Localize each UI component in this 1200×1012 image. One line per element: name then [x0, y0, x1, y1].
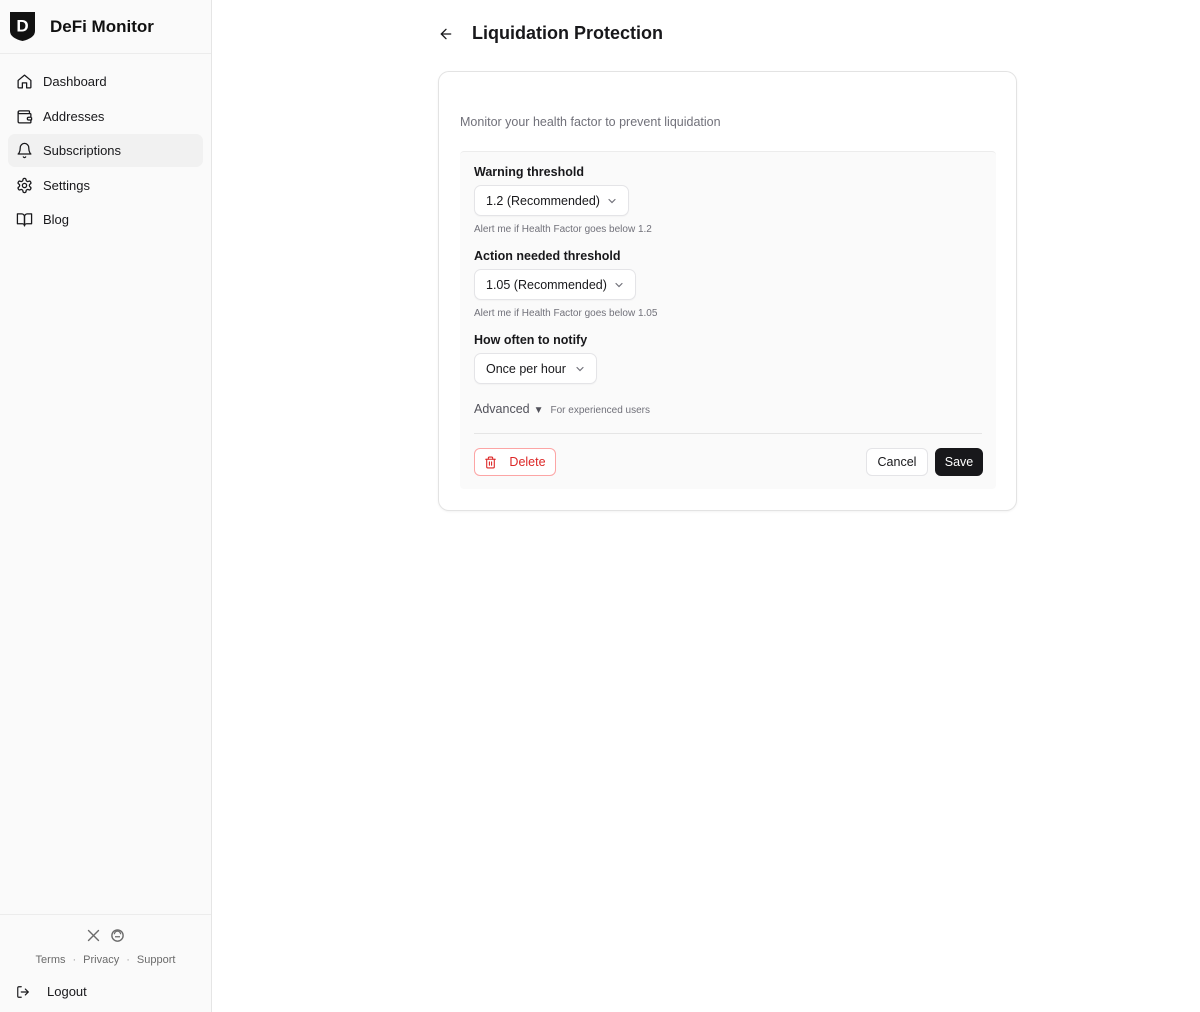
- page-title: Liquidation Protection: [472, 23, 663, 43]
- notify-frequency-label: How often to notify: [474, 333, 588, 347]
- sidebar-item-label: Blog: [43, 212, 70, 227]
- sidebar-item-label: Addresses: [43, 108, 105, 124]
- cancel-button[interactable]: Cancel: [866, 448, 928, 476]
- gear-icon: [16, 177, 33, 194]
- delete-button[interactable]: [474, 448, 556, 476]
- sidebar: [0, 0, 212, 1012]
- chevron-down-icon: [607, 196, 617, 206]
- card-description: Monitor your health factor to prevent liquidation: [460, 115, 721, 129]
- warning-threshold-select[interactable]: [474, 185, 629, 216]
- home-icon: [16, 73, 33, 90]
- sidebar-nav: [0, 54, 211, 236]
- sidebar-item-label: Dashboard: [43, 74, 107, 89]
- sidebar-item-settings[interactable]: [8, 169, 203, 202]
- support-link[interactable]: Support: [136, 954, 176, 966]
- chevron-down-icon: [575, 364, 585, 374]
- book-icon: [16, 211, 33, 228]
- trash-icon: [484, 456, 497, 469]
- x-icon[interactable]: [86, 928, 101, 943]
- terms-link[interactable]: Terms: [35, 954, 66, 966]
- footer-separator: ·: [72, 954, 77, 966]
- action-threshold-select[interactable]: [474, 269, 636, 300]
- advanced-note: For experienced users: [550, 405, 651, 416]
- logout-label: Logout: [47, 984, 87, 999]
- sidebar-item-label: Subscriptions: [43, 143, 122, 158]
- sidebar-item-dashboard[interactable]: [8, 65, 203, 98]
- sidebar-item-addresses[interactable]: [8, 100, 203, 133]
- advanced-toggle[interactable]: Advanced: [474, 402, 530, 416]
- app-logo-icon: [9, 11, 36, 42]
- bell-icon: [16, 142, 33, 159]
- notify-frequency-select[interactable]: [474, 353, 597, 384]
- page-header: [438, 23, 663, 44]
- divider: [474, 433, 982, 434]
- privacy-link[interactable]: Privacy: [83, 954, 120, 966]
- action-threshold-label: Action needed threshold: [474, 249, 621, 263]
- arrow-left-icon: [438, 26, 454, 42]
- back-button[interactable]: [438, 26, 454, 42]
- sidebar-footer: [0, 914, 211, 1012]
- action-threshold-hint: Alert me if Health Factor goes below 1.05: [474, 308, 658, 319]
- save-button[interactable]: Save: [935, 448, 983, 476]
- wallet-icon: [16, 108, 33, 125]
- select-value: 1.05 (Recommended): [486, 277, 607, 292]
- footer-links: [0, 954, 211, 966]
- app-name: DeFi Monitor: [50, 16, 154, 36]
- delete-label: Delete: [509, 455, 546, 469]
- sidebar-item-subscriptions[interactable]: [8, 134, 203, 167]
- social-links: [0, 928, 211, 943]
- select-value: 1.2 (Recommended): [486, 193, 600, 208]
- farcaster-icon[interactable]: [110, 928, 125, 943]
- logo-letter: D: [16, 16, 29, 36]
- select-value: Once per hour: [486, 361, 566, 376]
- liquidation-protection-card: [438, 71, 1017, 511]
- chevron-down-icon: [614, 280, 624, 290]
- logout-button[interactable]: [16, 984, 87, 999]
- warning-threshold-label: Warning threshold: [474, 165, 584, 179]
- logout-icon: [16, 985, 30, 999]
- footer-separator: ·: [126, 954, 130, 966]
- brand[interactable]: [0, 0, 211, 54]
- sidebar-item-blog[interactable]: [8, 203, 203, 236]
- caret-down-icon[interactable]: ▼: [533, 405, 544, 416]
- warning-threshold-hint: Alert me if Health Factor goes below 1.2: [474, 224, 652, 235]
- settings-panel: [460, 151, 996, 489]
- sidebar-item-label: Settings: [43, 177, 90, 193]
- advanced-section: [474, 402, 650, 416]
